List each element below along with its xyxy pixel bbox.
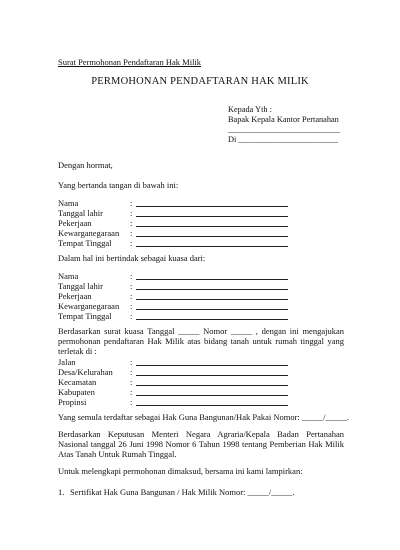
field-row	[58, 387, 238, 397]
recipient-blank-line: ___________________________	[228, 125, 341, 134]
field-label: Pekerjaan	[58, 291, 92, 301]
attachment-number: 1.	[58, 487, 65, 497]
fill-in-line[interactable]	[136, 395, 288, 396]
field-colon: :	[130, 198, 133, 208]
attachment-text: Sertifikat Hak Guna Bangunan / Hak Milik Nomor: _____/_____.	[70, 487, 295, 497]
fill-in-line[interactable]	[136, 246, 288, 247]
field-colon: :	[130, 271, 133, 281]
field-row	[58, 357, 238, 367]
fill-in-line[interactable]	[136, 375, 288, 376]
fill-in-line[interactable]	[136, 206, 288, 207]
location-fields	[58, 357, 238, 407]
fill-in-line[interactable]	[136, 279, 288, 280]
proxy-fields	[58, 271, 238, 321]
fill-in-line[interactable]	[136, 216, 288, 217]
signer-fields	[58, 198, 238, 248]
field-row	[58, 228, 238, 238]
field-colon: :	[130, 377, 133, 387]
field-label: Nama	[58, 198, 79, 208]
field-colon: :	[130, 301, 133, 311]
recipient-name: Bapak Kepala Kantor Pertanahan	[228, 115, 339, 124]
field-colon: :	[130, 238, 133, 248]
field-row	[58, 218, 238, 228]
field-row	[58, 397, 238, 407]
field-row	[58, 311, 238, 321]
field-label: Kewarganegaraan	[58, 228, 120, 238]
field-colon: :	[130, 357, 133, 367]
recipient-to: Kepada Yth :	[228, 105, 272, 114]
decree-paragraph: Berdasarkan Keputusan Menteri Negara Agraria/Kepala Badan Pertanahan Nasional tanggal 26 Juni 1998 Nomor 6 Tahun 1998 tentang Pemberian Hak Milik Atas Tanah Untuk Rumah Tinggal.	[58, 429, 344, 459]
field-label: Pekerjaan	[58, 218, 92, 228]
signer-intro: Yang bertanda tangan di bawah ini:	[58, 180, 179, 190]
field-row	[58, 238, 238, 248]
field-label: Tempat Tinggal	[58, 238, 112, 248]
field-colon: :	[130, 397, 133, 407]
field-label: Tanggal lahir	[58, 281, 103, 291]
fill-in-line[interactable]	[136, 319, 288, 320]
fill-in-line[interactable]	[136, 405, 288, 406]
greeting: Dengan hormat,	[58, 160, 113, 170]
field-colon: :	[130, 311, 133, 321]
field-row	[58, 291, 238, 301]
basis-paragraph: Berdasarkan surat kuasa Tanggal _____ Nomor _____ , dengan ini mengajukan permohonan pendaftaran Hak Milik atas bidang tanah untuk rumah tinggal yang terletak di :	[58, 326, 344, 356]
field-label: Tempat Tinggal	[58, 311, 112, 321]
field-label: Desa/Kelurahan	[58, 367, 113, 377]
attachments-intro: Untuk melengkapi permohonan dimaksud, bersama ini kami lampirkan:	[58, 466, 303, 476]
fill-in-line[interactable]	[136, 289, 288, 290]
field-colon: :	[130, 218, 133, 228]
field-colon: :	[130, 208, 133, 218]
field-colon: :	[130, 367, 133, 377]
fill-in-line[interactable]	[136, 365, 288, 366]
recipient-place: Di ________________________	[228, 135, 338, 144]
field-colon: :	[130, 281, 133, 291]
page-title: PERMOHONAN PENDAFTARAN HAK MILIK	[91, 76, 309, 87]
field-label: Nama	[58, 271, 79, 281]
fill-in-line[interactable]	[136, 309, 288, 310]
previous-registration: Yang semula terdaftar sebagai Hak Guna Bangunan/Hak Pakai Nomor: _____/_____.	[58, 412, 349, 422]
field-label: Kewarganegaraan	[58, 301, 120, 311]
field-row	[58, 198, 238, 208]
field-label: Kabupaten	[58, 387, 95, 397]
fill-in-line[interactable]	[136, 385, 288, 386]
field-label: Tanggal lahir	[58, 208, 103, 218]
proxy-intro: Dalam hal ini bertindak sebagai kuasa dari:	[58, 253, 206, 263]
fill-in-line[interactable]	[136, 299, 288, 300]
fill-in-line[interactable]	[136, 236, 288, 237]
fill-in-line[interactable]	[136, 226, 288, 227]
field-label: Kecamatan	[58, 377, 97, 387]
field-label: Jalan	[58, 357, 76, 367]
header-note: Surat Permohonan Pendaftaran Hak Milik	[58, 57, 202, 67]
field-row	[58, 377, 238, 387]
field-row	[58, 367, 238, 377]
field-row	[58, 281, 238, 291]
field-colon: :	[130, 291, 133, 301]
field-row	[58, 271, 238, 281]
field-colon: :	[130, 228, 133, 238]
field-colon: :	[130, 387, 133, 397]
field-label: Propinsi	[58, 397, 87, 407]
field-row	[58, 301, 238, 311]
field-row	[58, 208, 238, 218]
